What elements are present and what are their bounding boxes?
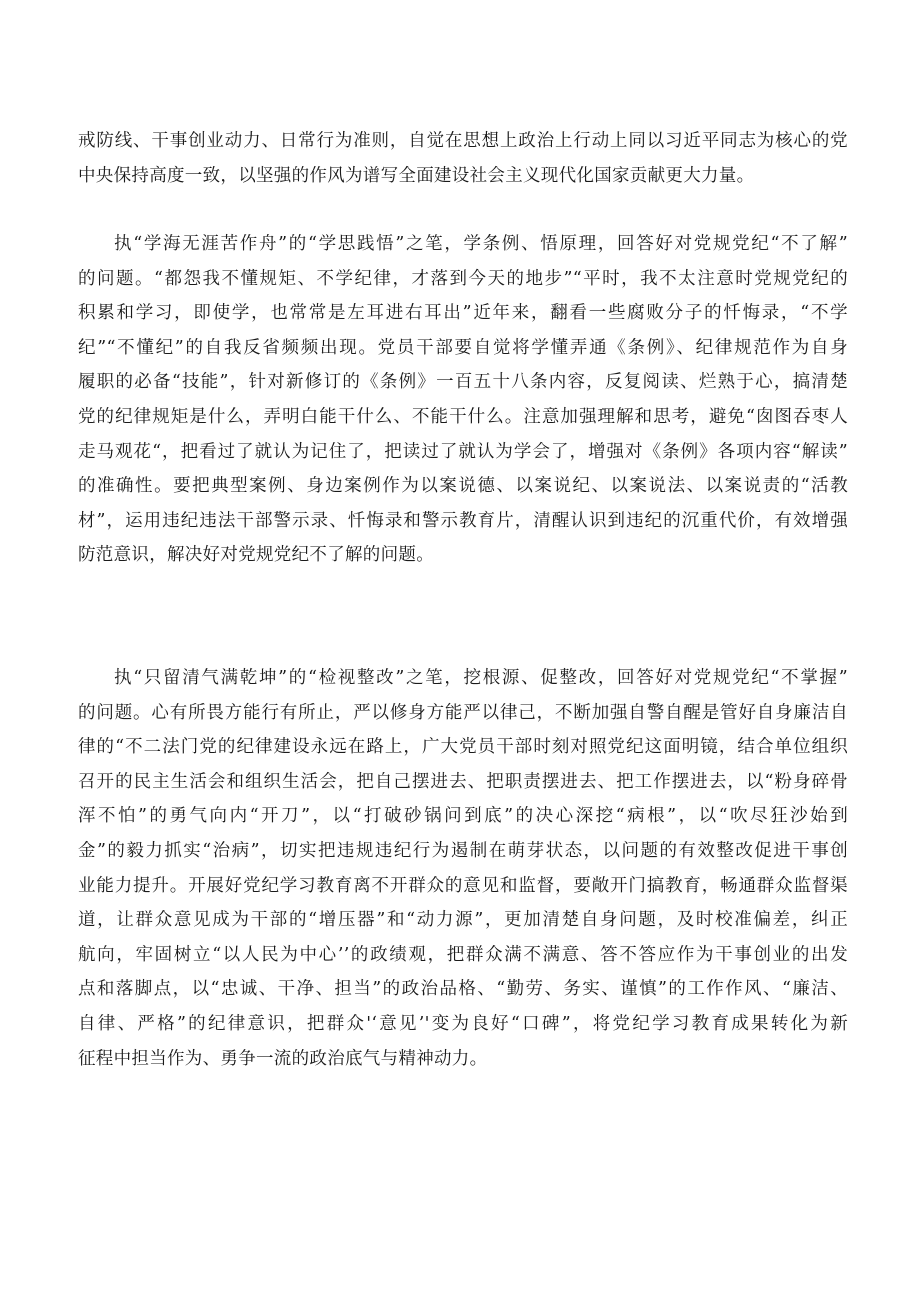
paragraph-3 [78,661,848,1076]
paragraph-line: 防范意识，解决好对党规党纪不了解的问题。 [78,545,434,566]
paragraph-line: 航向，牢固树立“以人民为中心’’的政绩观，把群众满不满意、答不答应作为干事创业的出发 [78,944,848,965]
paragraph-2 [78,227,848,573]
paragraph-line: 的准确性。要把典型案例、身边案例作为以案说德、以案说纪、以案说法、以案说责的“活教 [78,476,848,497]
paragraph-line: 执“只留清气满乾坤”的“检视整改”之笔，挖根源、促整改，回答好对党规党纪“不掌握” [114,668,848,688]
paragraph-line: 道，让群众意见成为干部的“增压器”和“动力源”，更加清楚自身问题，及时校准偏差，纠正 [78,910,848,931]
paragraph-line: 党的纪律规矩是什么，弄明白能干什么、不能干什么。注意加强理解和思考，避免“囱图吞枣人 [78,406,848,427]
paragraph-line: 的问题。心有所畏方能行有所止，严以修身方能严以律己，不断加强自警自醒是管好自身廉洁自 [78,702,848,723]
paragraph-line: 积累和学习，即使学，也常常是左耳进右耳出”近年来，翻看一些腐败分子的忏悔录，“不学 [78,303,848,324]
paragraph-line: 征程中担当作为、勇争一流的政治底气与精神动力。 [78,1048,488,1069]
paragraph-1 [78,124,848,193]
paragraph-line: 戒防线、干事创业动力、日常行为准则，自觉在思想上政治上行动上同以习近平同志为核心的党 [78,131,848,151]
paragraph-line: 履职的必备“技能”，针对新修订的《条例》一百五十八条内容，反复阅读、烂熟于心，搞清楚 [78,372,848,393]
paragraph-line: 业能力提升。开展好党纪学习教育离不开群众的意见和监督，要敞开门搞教育，畅通群众监督渠 [78,875,848,896]
paragraph-line: 执“学海无涯苦作舟”的“学思践悟”之笔，学条例、悟原理，回答好对党规党纪“不了解” [114,234,848,254]
paragraph-line: 点和落脚点，以“忠诚、干净、担当”的政治品格、“勤劳、务实、谨慎”的工作作风、“廉洁、 [78,979,848,1000]
paragraph-line: 材”，运用违纪违法干部警示录、忏悔录和警示教育片，清醒认识到违纪的沉重代价，有效增强 [78,510,848,531]
paragraph-line: 金”的毅力抓实“治病”，切实把违规违纪行为遏制在萌芽状态，以问题的有效整改促进干事创 [78,840,848,861]
paragraph-line: 律的“不二法门党的纪律建设永远在路上，广大党员干部时刻对照党纪这面明镜，结合单位组织 [78,737,848,758]
paragraph-line: 的问题。“都怨我不懂规矩、不学纪律，才落到今天的地步”“平时，我不太注意时党规党纪的 [78,268,848,289]
paragraph-line: 自律、严格”的纪律意识，把群众'‘意见’'变为良好“口碑”，将党纪学习教育成果转化为新 [78,1013,848,1034]
paragraph-line: 走马观花“，把看过了就认为记住了，把读过了就认为学会了，增强对《条例》各项内容“解读” [78,441,848,462]
paragraph-line: 中央保持高度一致，以坚强的作风为谱写全面建设社会主义现代化国家贡献更大力量。 [78,165,755,186]
paragraph-line: 召开的民主生活会和组织生活会，把自己摆进去、把职责摆进去、把工作摆进去，以“粉身碎骨 [78,771,848,792]
paragraph-line: 纪”“不懂纪”的自我反省频频出现。党员干部要自觉将学懂弄通《条例》、纪律规范作为自身 [78,337,848,358]
paragraph-line: 浑不怕”的勇气向内“开刀”，以“打破砂锅问到底”的决心深挖“病根”，以“吹尽狂沙始到 [78,806,848,827]
